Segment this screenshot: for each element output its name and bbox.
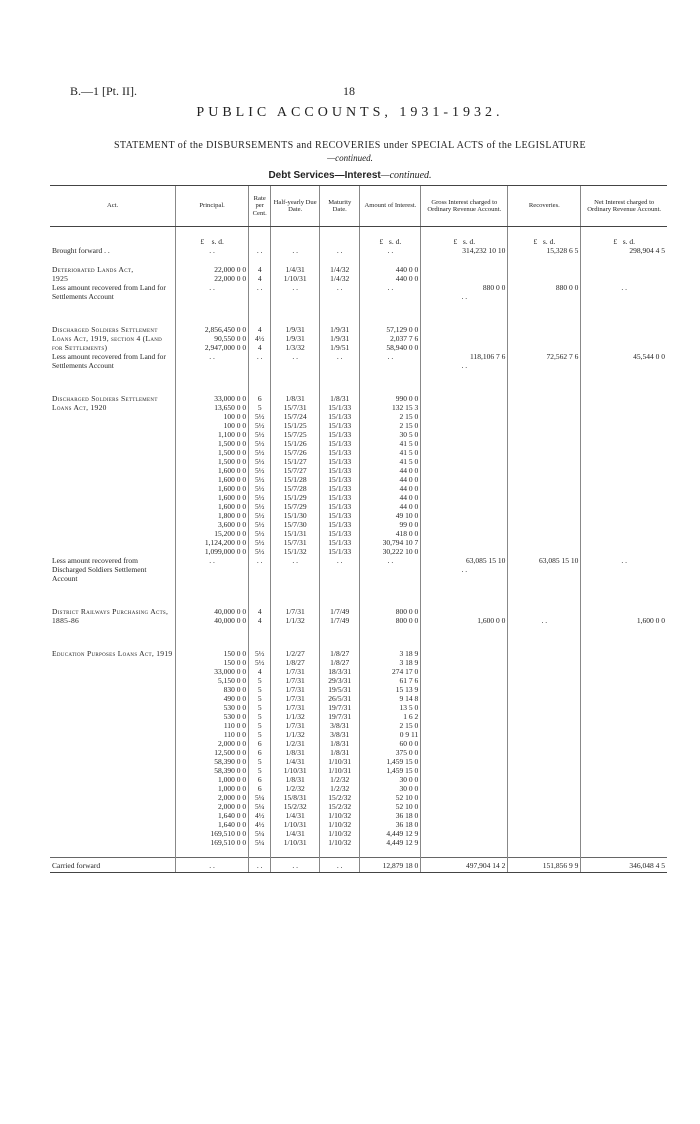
cell-value: 110 0 0 bbox=[223, 721, 247, 730]
rate-cell: 4 4 bbox=[249, 607, 271, 625]
cell-value: 5 bbox=[257, 703, 262, 712]
cell-value: 15/8/31 bbox=[283, 793, 307, 802]
cell-value: 5 bbox=[257, 685, 262, 694]
cell-value: 2,000 0 0 bbox=[217, 802, 247, 811]
cell-value: 15/1/33 bbox=[328, 412, 352, 421]
currency-gross: £ s. d. bbox=[421, 237, 508, 246]
cell-value: 15/1/33 bbox=[328, 475, 352, 484]
cell-value: 6 bbox=[257, 739, 262, 748]
cell-value: 15/1/33 bbox=[328, 466, 352, 475]
col-recoveries-header: Recoveries. bbox=[508, 186, 581, 227]
cell-value: 15/1/33 bbox=[328, 421, 352, 430]
cell-value: 1,000 0 0 bbox=[217, 775, 247, 784]
currency-principal: £ s. d. bbox=[176, 237, 249, 246]
cell-value: 5½ bbox=[255, 466, 265, 475]
carried-forward-gross: 497,904 14 2 bbox=[421, 858, 508, 873]
cell-value: 132 15 3 bbox=[392, 403, 419, 412]
cell-value: 1,800 0 0 bbox=[217, 511, 247, 520]
cell-value: 530 0 0 bbox=[223, 712, 247, 721]
cell-value: 1/7/31 bbox=[285, 721, 305, 730]
cell-value: 1/10/32 bbox=[328, 811, 352, 820]
cell-value: 5½ bbox=[255, 484, 265, 493]
cell-value: 33,000 0 0 bbox=[214, 667, 247, 676]
cell-value: 5½ bbox=[255, 538, 265, 547]
cell-value: 15/2/32 bbox=[328, 802, 352, 811]
currency-recoveries: £ s. d. bbox=[508, 237, 581, 246]
cell-value: 52 10 0 bbox=[395, 793, 419, 802]
cell-value: 5½ bbox=[255, 502, 265, 511]
cell-value: 1/10/32 bbox=[328, 838, 352, 847]
cell-value: 30,794 10 7 bbox=[382, 538, 419, 547]
table-row: Less amount recovered from Discharged Soldiers Settlement Account . . . . . . . . . . 63,085 15 10 . . 63,085 15 10 . . bbox=[50, 556, 667, 583]
cell-value: 3,600 0 0 bbox=[217, 520, 247, 529]
table-row bbox=[50, 265, 667, 283]
cell-value: 15/2/32 bbox=[328, 793, 352, 802]
due-cell bbox=[271, 649, 320, 847]
amount-cell: 440 0 0 440 0 0 bbox=[360, 265, 421, 283]
cell-value: 52 10 0 bbox=[395, 802, 419, 811]
cell-value: 5½ bbox=[255, 547, 265, 556]
cell-value: 4½ bbox=[255, 811, 265, 820]
table-row: Less amount recovered from Land for Settlements Account . . . . . . . . . . 880 0 0 . . 880 0 0 . . bbox=[50, 283, 667, 301]
cell-value: 15/1/33 bbox=[328, 430, 352, 439]
cell-value: 1/8/27 bbox=[330, 649, 350, 658]
amount-cell bbox=[360, 649, 421, 847]
statement-continued: —continued. bbox=[327, 153, 373, 163]
cell-value: 44 0 0 bbox=[399, 493, 419, 502]
cell-value: 15/7/30 bbox=[283, 520, 307, 529]
cell-value: 41 5 0 bbox=[399, 457, 419, 466]
act-title: Deteriorated Lands Act, 1925 bbox=[52, 265, 134, 283]
amount-cell: 57,129 0 0 2,037 7 6 58,940 0 0 bbox=[360, 325, 421, 352]
section-heading bbox=[0, 170, 700, 181]
col-act-header: Act. bbox=[50, 186, 176, 227]
cell-value: 1,600 0 0 bbox=[217, 502, 247, 511]
cell-value: 5½ bbox=[255, 457, 265, 466]
principal-cell: 40,000 0 0 40,000 0 0 bbox=[176, 607, 249, 625]
cell-value: 5½ bbox=[255, 493, 265, 502]
cell-value: 13 5 0 bbox=[399, 703, 419, 712]
cell-value: 99 0 0 bbox=[399, 520, 419, 529]
cell-value: 30 0 0 bbox=[399, 784, 419, 793]
cell-value: 5½ bbox=[255, 658, 265, 667]
cell-value: 1/10/31 bbox=[283, 838, 307, 847]
table-row: Less amount recovered from Land for Settlements Account . . . . . . . . . . 118,106 7 6 . . 72,562 7 6 45,544 0 0 bbox=[52, 352, 665, 370]
cell-value: 1/2/31 bbox=[285, 739, 305, 748]
cell-value: 375 0 0 bbox=[395, 748, 419, 757]
gross-cell: 118,106 7 6 . . bbox=[421, 352, 508, 370]
cell-value: 2,000 0 0 bbox=[217, 793, 247, 802]
cell-value: 110 0 0 bbox=[223, 730, 247, 739]
cell-value: 1,500 0 0 bbox=[217, 439, 247, 448]
cell-value: 15/1/26 bbox=[283, 439, 307, 448]
cell-value: 15/7/25 bbox=[283, 430, 307, 439]
cell-value: 1/8/31 bbox=[285, 775, 305, 784]
cell-value: 44 0 0 bbox=[399, 484, 419, 493]
cell-value: 15/7/28 bbox=[283, 484, 307, 493]
cell-value: 1/10/31 bbox=[328, 766, 352, 775]
cell-value: 5 bbox=[257, 403, 262, 412]
table-row bbox=[50, 325, 667, 352]
cell-value: 418 0 0 bbox=[395, 529, 419, 538]
rate-cell: 4 4½ 4 bbox=[249, 325, 271, 352]
accounts-table bbox=[50, 185, 667, 873]
cell-value: 1,600 0 0 bbox=[217, 475, 247, 484]
cell-value: 6 bbox=[257, 775, 262, 784]
cell-value: 15/7/31 bbox=[283, 403, 307, 412]
maturity-cell: 1/9/31 1/9/31 1/9/51 bbox=[319, 325, 360, 352]
brought-forward-label: Brought forward . . bbox=[52, 246, 110, 255]
cell-value: 15/1/25 bbox=[283, 421, 307, 430]
cell-value: 15/7/27 bbox=[283, 466, 307, 475]
cell-value: 1/10/32 bbox=[328, 829, 352, 838]
less-recovered-label: Less amount recovered from Land for Settlements Account bbox=[52, 283, 166, 301]
cell-value: 1,100 0 0 bbox=[217, 430, 247, 439]
cell-value: 15/1/27 bbox=[283, 457, 307, 466]
gross-cell: 880 0 0 . . bbox=[421, 283, 508, 301]
maturity-cell bbox=[319, 394, 360, 556]
cell-value: 1/2/32 bbox=[285, 784, 305, 793]
cell-value: 5 bbox=[257, 712, 262, 721]
cell-value: 15/1/30 bbox=[283, 511, 307, 520]
table-row: District Railways Purchasing Acts, 1885-86 40,000 0 0 40,000 0 0 4 4 1/7/31 1/1/32 1/7/49 1/7/49 800 0 0 800 0 0 1,600 0 0 . . 1,600 0 0 bbox=[52, 607, 665, 625]
brought-forward-gross: 314,232 10 10 bbox=[421, 246, 508, 255]
principal-cell bbox=[176, 649, 249, 847]
cell-value: 1/7/31 bbox=[285, 703, 305, 712]
cell-value: 3/8/31 bbox=[330, 721, 350, 730]
cell-value: 58,390 0 0 bbox=[214, 766, 247, 775]
currency-row bbox=[50, 237, 667, 246]
cell-value: 5½ bbox=[255, 520, 265, 529]
cell-value: 5½ bbox=[255, 439, 265, 448]
cell-value: 15/1/32 bbox=[283, 547, 307, 556]
cell-value: 15/1/33 bbox=[328, 484, 352, 493]
cell-value: 15/7/24 bbox=[283, 412, 307, 421]
page-reference: B.—1 [Pt. II]. bbox=[70, 84, 137, 98]
cell-value: 6 bbox=[257, 784, 262, 793]
rate-cell: 4 4 bbox=[249, 265, 271, 283]
net-cell: 45,544 0 0 bbox=[581, 352, 667, 370]
cell-value: 4½ bbox=[255, 820, 265, 829]
maturity-cell: 1/7/49 1/7/49 bbox=[319, 607, 360, 625]
cell-value: 15/1/33 bbox=[328, 457, 352, 466]
cell-value: 1/7/31 bbox=[285, 667, 305, 676]
cell-value: 5½ bbox=[255, 511, 265, 520]
cell-value: 9 14 8 bbox=[399, 694, 419, 703]
cell-value: 19/5/31 bbox=[328, 685, 352, 694]
brought-forward-row: Brought forward . . . . . . . . . . . . 314,232 10 10 15,328 6 5 298,904 4 5 bbox=[52, 246, 665, 255]
cell-value: 5½ bbox=[255, 421, 265, 430]
table-row bbox=[50, 394, 667, 556]
cell-value: 1/2/27 bbox=[285, 649, 305, 658]
cell-value: 5¼ bbox=[255, 802, 265, 811]
currency-amount: £ s. d. bbox=[360, 237, 421, 246]
due-cell: 1/4/31 1/10/31 bbox=[271, 265, 320, 283]
cell-value: 44 0 0 bbox=[399, 466, 419, 475]
cell-value: 5½ bbox=[255, 529, 265, 538]
cell-value: 1/10/31 bbox=[283, 766, 307, 775]
carried-forward-net: 346,048 4 5 bbox=[581, 858, 667, 873]
cell-value: 15/7/31 bbox=[283, 538, 307, 547]
col-maturity-header: Maturity Date. bbox=[319, 186, 360, 227]
cell-value: 2,000 0 0 bbox=[217, 739, 247, 748]
due-cell: 1/7/31 1/1/32 bbox=[271, 607, 320, 625]
cell-value: 44 0 0 bbox=[399, 475, 419, 484]
cell-value: 1/2/32 bbox=[330, 784, 350, 793]
maturity-cell: 1/4/32 1/4/32 bbox=[319, 265, 360, 283]
gross-cell: 1,600 0 0 bbox=[421, 607, 508, 625]
cell-value: 15/1/33 bbox=[328, 439, 352, 448]
cell-value: 36 18 0 bbox=[395, 811, 419, 820]
cell-value: 1,500 0 0 bbox=[217, 448, 247, 457]
col-gross-header: Gross Interest charged to Ordinary Revenue Account. bbox=[421, 186, 508, 227]
cell-value: 2 15 0 bbox=[399, 412, 419, 421]
cell-value: 15/1/33 bbox=[328, 547, 352, 556]
cell-value: 58,390 0 0 bbox=[214, 757, 247, 766]
col-principal-header: Principal. bbox=[176, 186, 249, 227]
less-recovered-label: Less amount recovered from Land for Settlements Account bbox=[52, 352, 166, 370]
cell-value: 1/1/32 bbox=[285, 730, 305, 739]
amount-cell: 800 0 0 800 0 0 bbox=[360, 607, 421, 625]
cell-value: 1/8/31 bbox=[330, 739, 350, 748]
cell-value: 5½ bbox=[255, 475, 265, 484]
section-discharged-1920 bbox=[50, 370, 667, 583]
cell-value: 1/7/31 bbox=[285, 685, 305, 694]
cell-value: 15/1/33 bbox=[328, 520, 352, 529]
page-title: PUBLIC ACCOUNTS, 1931-1932. bbox=[196, 105, 504, 120]
cell-value: 4,449 12 9 bbox=[386, 829, 419, 838]
cell-value: 15/1/33 bbox=[328, 529, 352, 538]
cell-value: 5,150 0 0 bbox=[217, 676, 247, 685]
cell-value: 530 0 0 bbox=[223, 703, 247, 712]
cell-value: 100 0 0 bbox=[223, 421, 247, 430]
cell-value: 26/5/31 bbox=[328, 694, 352, 703]
recoveries-cell: 880 0 0 bbox=[508, 283, 581, 301]
cell-value: 19/7/31 bbox=[328, 703, 352, 712]
cell-value: 41 5 0 bbox=[399, 448, 419, 457]
cell-value: 1,459 15 0 bbox=[386, 757, 419, 766]
cell-value: 0 9 11 bbox=[399, 730, 419, 739]
cell-value: 19/7/31 bbox=[328, 712, 352, 721]
gross-cell: 63,085 15 10 . . bbox=[421, 556, 508, 583]
cell-value: 1/8/31 bbox=[330, 748, 350, 757]
cell-value: 490 0 0 bbox=[223, 694, 247, 703]
table-row bbox=[50, 649, 667, 847]
cell-value: 1,459 15 0 bbox=[386, 766, 419, 775]
cell-value: 1/8/27 bbox=[330, 658, 350, 667]
currency-net: £ s. d. bbox=[581, 237, 667, 246]
cell-value: 5½ bbox=[255, 430, 265, 439]
cell-value: 4,449 12 9 bbox=[386, 838, 419, 847]
principal-cell: 2,856,450 0 0 90,550 0 0 2,947,000 0 0 bbox=[176, 325, 249, 352]
cell-value: 1,000 0 0 bbox=[217, 784, 247, 793]
cell-value: 15/1/33 bbox=[328, 538, 352, 547]
cell-value: 2 15 0 bbox=[399, 421, 419, 430]
cell-value: 18/3/31 bbox=[328, 667, 352, 676]
section-railways bbox=[50, 583, 667, 625]
section-discharged-1919 bbox=[50, 301, 667, 370]
principal-cell bbox=[176, 394, 249, 556]
cell-value: 1,500 0 0 bbox=[217, 457, 247, 466]
cell-value: 15/1/33 bbox=[328, 502, 352, 511]
act-title: Discharged Soldiers Settlement Loans Act, 1920 bbox=[52, 394, 158, 412]
act-title: District Railways Purchasing Acts, 1885-86 bbox=[52, 607, 169, 625]
cell-value: 1,600 0 0 bbox=[217, 484, 247, 493]
cell-value: 15/1/33 bbox=[328, 511, 352, 520]
cell-value: 1/4/31 bbox=[285, 757, 305, 766]
col-net-header: Net Interest charged to Ordinary Revenue Account. bbox=[581, 186, 667, 227]
carried-forward-recoveries: 151,856 9 9 bbox=[508, 858, 581, 873]
cell-value: 5 bbox=[257, 676, 262, 685]
cell-value: 61 7 6 bbox=[399, 676, 419, 685]
cell-value: 15/1/28 bbox=[283, 475, 307, 484]
cell-value: 5 bbox=[257, 730, 262, 739]
cell-value: 990 0 0 bbox=[395, 394, 419, 403]
cell-value: 15 13 9 bbox=[395, 685, 419, 694]
cell-value: 30,222 10 0 bbox=[382, 547, 419, 556]
cell-value: 6 bbox=[257, 394, 262, 403]
act-title: Education Purposes Loans Act, 1919 bbox=[52, 649, 173, 658]
cell-value: 100 0 0 bbox=[223, 412, 247, 421]
cell-value: 15/7/29 bbox=[283, 502, 307, 511]
cell-value: 41 5 0 bbox=[399, 439, 419, 448]
cell-value: 150 0 0 bbox=[223, 649, 247, 658]
cell-value: 1/8/31 bbox=[285, 748, 305, 757]
cell-value: 830 0 0 bbox=[223, 685, 247, 694]
cell-value: 1/2/32 bbox=[330, 775, 350, 784]
brought-forward-net: 298,904 4 5 bbox=[581, 246, 667, 255]
rate-cell bbox=[249, 394, 271, 556]
cell-value: 15,200 0 0 bbox=[214, 529, 247, 538]
cell-value: 15/1/33 bbox=[328, 493, 352, 502]
due-cell: 1/9/31 1/9/31 1/3/32 bbox=[271, 325, 320, 352]
cell-value: 5½ bbox=[255, 412, 265, 421]
cell-value: 5¼ bbox=[255, 829, 265, 838]
cell-value: 1/10/31 bbox=[283, 820, 307, 829]
act-title: Discharged Soldiers Settlement Loans Act, 1919, section 4 (Land for Settlements) bbox=[52, 325, 163, 352]
cell-value: 3 18 9 bbox=[399, 658, 419, 667]
table-header-row bbox=[50, 186, 667, 227]
principal-cell: 22,000 0 0 22,000 0 0 bbox=[176, 265, 249, 283]
cell-value: 5 bbox=[257, 757, 262, 766]
carried-forward-amount: 12,879 18 0 bbox=[360, 858, 421, 873]
cell-value: 1/1/32 bbox=[285, 712, 305, 721]
cell-value: 6 bbox=[257, 748, 262, 757]
cell-value: 1/4/31 bbox=[285, 829, 305, 838]
carried-forward-label: Carried forward bbox=[50, 858, 176, 873]
spacer-row bbox=[50, 227, 667, 238]
cell-value: 49 10 0 bbox=[395, 511, 419, 520]
cell-value: 1/10/32 bbox=[328, 820, 352, 829]
cell-value: 1,600 0 0 bbox=[217, 466, 247, 475]
section-heading-main: Debt Services—Interest bbox=[268, 170, 381, 181]
maturity-cell bbox=[319, 649, 360, 847]
page-number: 18 bbox=[343, 84, 355, 98]
rate-cell bbox=[249, 649, 271, 847]
cell-value: 3/8/31 bbox=[330, 730, 350, 739]
cell-value: 15/1/29 bbox=[283, 493, 307, 502]
cell-value: 15/1/33 bbox=[328, 448, 352, 457]
col-rate-header: Rate per Cent. bbox=[249, 186, 271, 227]
recoveries-cell: 63,085 15 10 bbox=[508, 556, 581, 583]
cell-value: 169,510 0 0 bbox=[210, 838, 247, 847]
section-heading-continued: —continued. bbox=[380, 170, 432, 181]
col-half-yearly-header: Half-yearly Due Date. bbox=[271, 186, 320, 227]
less-recovered-label: Less amount recovered from Discharged Soldiers Settlement Account bbox=[52, 556, 147, 583]
carried-forward-row: Carried forward . . . . . . . . 12,879 18 0 497,904 14 2 151,856 9 9 346,048 4 5 bbox=[50, 858, 667, 873]
cell-value: 15/1/33 bbox=[328, 403, 352, 412]
cell-value: 1/8/31 bbox=[285, 394, 305, 403]
cell-value: 1,124,200 0 0 bbox=[204, 538, 247, 547]
cell-value: 5¼ bbox=[255, 793, 265, 802]
cell-value: 4 bbox=[257, 667, 262, 676]
cell-value: 44 0 0 bbox=[399, 502, 419, 511]
cell-value: 1 6 2 bbox=[403, 712, 419, 721]
statement-heading: STATEMENT of the DISBURSEMENTS and RECOVERIES under SPECIAL ACTS of the LEGISLATURE bbox=[113, 140, 587, 151]
cell-value: 5½ bbox=[255, 649, 265, 658]
brought-forward-recoveries: 15,328 6 5 bbox=[508, 246, 581, 255]
cell-value: 1,600 0 0 bbox=[217, 493, 247, 502]
cell-value: 15/1/31 bbox=[283, 529, 307, 538]
due-cell bbox=[271, 394, 320, 556]
cell-value: 1/10/31 bbox=[328, 757, 352, 766]
cell-value: 150 0 0 bbox=[223, 658, 247, 667]
cell-value: 15/7/26 bbox=[283, 448, 307, 457]
cell-value: 3 18 9 bbox=[399, 649, 419, 658]
col-amount-header: Amount of Interest. bbox=[360, 186, 421, 227]
cell-value: 5 bbox=[257, 694, 262, 703]
cell-value: 5 bbox=[257, 766, 262, 775]
cell-value: 30 0 0 bbox=[399, 775, 419, 784]
cell-value: 5 bbox=[257, 721, 262, 730]
cell-value: 60 0 0 bbox=[399, 739, 419, 748]
section-education bbox=[50, 625, 667, 873]
cell-value: 2 15 0 bbox=[399, 721, 419, 730]
cell-value: 33,000 0 0 bbox=[214, 394, 247, 403]
cell-value: 5¼ bbox=[255, 838, 265, 847]
cell-value: 1/4/31 bbox=[285, 811, 305, 820]
amount-cell bbox=[360, 394, 421, 556]
cell-value: 274 17 0 bbox=[392, 667, 419, 676]
cell-value: 1,640 0 0 bbox=[217, 820, 247, 829]
net-cell: 1,600 0 0 bbox=[581, 607, 667, 625]
cell-value: 1/7/31 bbox=[285, 676, 305, 685]
recoveries-cell: 72,562 7 6 bbox=[508, 352, 581, 370]
cell-value: 29/3/31 bbox=[328, 676, 352, 685]
cell-value: 1,640 0 0 bbox=[217, 811, 247, 820]
cell-value: 1,099,000 0 0 bbox=[204, 547, 247, 556]
cell-value: 12,500 0 0 bbox=[214, 748, 247, 757]
cell-value: 30 5 0 bbox=[399, 430, 419, 439]
cell-value: 15/2/32 bbox=[283, 802, 307, 811]
section-deteriorated bbox=[50, 255, 667, 301]
cell-value: 36 18 0 bbox=[395, 820, 419, 829]
cell-value: 1/8/31 bbox=[330, 394, 350, 403]
cell-value: 1/7/31 bbox=[285, 694, 305, 703]
cell-value: 13,650 0 0 bbox=[214, 403, 247, 412]
cell-value: 5½ bbox=[255, 448, 265, 457]
cell-value: 1/8/27 bbox=[285, 658, 305, 667]
cell-value: 169,510 0 0 bbox=[210, 829, 247, 838]
